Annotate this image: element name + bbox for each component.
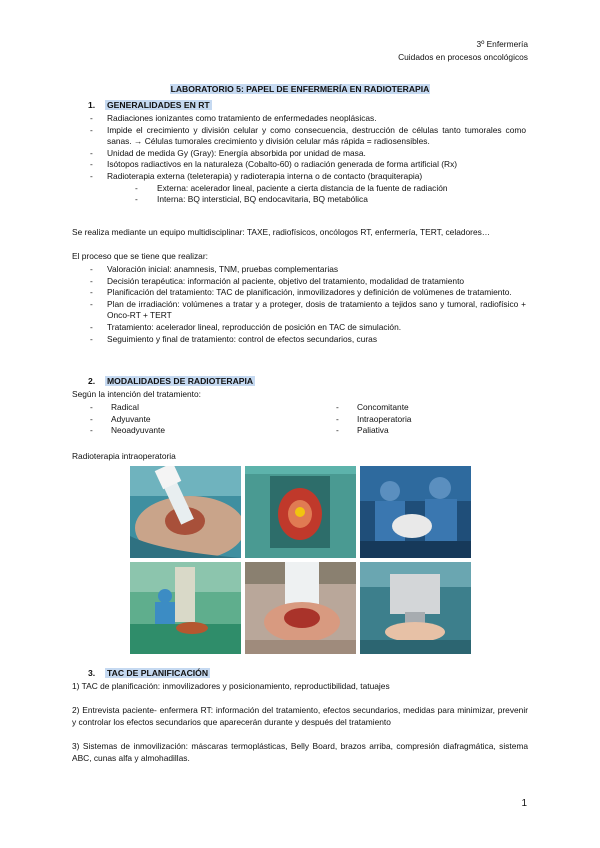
list-item: - Impide el crecimiento y división celular y como consecuencia, destrucción de células tanto tumorales como sanas. → Células tumorales crecimiento y división celular más rápida = radiosensibles. (90, 125, 526, 148)
list-item: - Externa: acelerador lineal, paciente a cierta distancia de la fuente de radiación (135, 183, 526, 195)
intraoperative-photo-grid (130, 466, 470, 656)
section-1-heading: 1. GENERALIDADES EN RT (88, 100, 210, 110)
list-item: - Radioterapia externa (teleterapia) y radioterapia interna o de contacto (braquiterapia) - Externa: acelerador lineal, paciente a cierta distancia de la fuente de radiación - Interna: BQ intersticial, BQ endocavitaria, BQ metabólica (90, 171, 526, 206)
section-3-point-3: 3) Sistemas de inmovilización: máscaras termoplásticas, Belly Board, brazos arriba, compresión diafragmática, sistema ABC, cunas alfa y almohadillas. (72, 741, 528, 763)
section-3-heading: 3. TAC DE PLANIFICACIÓN (88, 668, 209, 678)
sub-list (107, 183, 526, 206)
list-item: - Valoración inicial: anamnesis, TNM, pruebas complementarias (90, 264, 526, 276)
list-item: - Intraoperatoria (336, 414, 411, 426)
list-item: - Planificación del tratamiento: TAC de planificación, inmovilizadores y definición de volúmenes de tratamiento. (90, 287, 526, 299)
list-item: - Unidad de medida Gy (Gray): Energía absorbida por unidad de masa. (90, 148, 526, 160)
list-item: - Plan de irradiación: volúmenes a tratar y a proteger, dosis de tratamiento a tejidos sano y tumoral, radiofísico + Onco-RT + TERT (90, 299, 526, 322)
treatment-intent-intro: Según la intención del tratamiento: (72, 389, 201, 399)
list-item: - Interna: BQ intersticial, BQ endocavitaria, BQ metabólica (135, 194, 526, 206)
section-3-point-2: 2) Entrevista paciente- enfermera RT: información del tratamiento, efectos secundarios, medidas para minimizar, prevenir y controlar los efectos secundarios que aparecerán durante y después del tratamiento (72, 705, 528, 727)
list-item: - Radical (90, 402, 336, 414)
list-item: - Adyuvante (90, 414, 336, 426)
list-item: - Isótopos radiactivos en la naturaleza (Cobalto-60) o radiación generada de forma artificial (Rx) (90, 159, 526, 171)
process-intro: El proceso que se tiene que realizar: (72, 251, 208, 261)
page-header (398, 38, 528, 64)
modalities-left (90, 402, 336, 437)
header-subject: Cuidados en procesos oncológicos (398, 52, 528, 63)
photo-surgical-field (245, 466, 356, 558)
modalities-list (90, 402, 530, 437)
section-2-heading: 2. MODALIDADES DE RADIOTERAPIA (88, 376, 254, 386)
list-item: - Seguimiento y final de tratamiento: control de efectos secundarios, curas (90, 334, 526, 346)
photo-caption: Radioterapia intraoperatoria (72, 451, 176, 461)
list-item: - Concomitante (336, 402, 411, 414)
section-1-bullets (90, 113, 526, 206)
list-item: - Radiaciones ionizantes como tratamiento de enfermedades neoplásicas. (90, 113, 526, 125)
photo-operating-room (360, 466, 471, 558)
document-title: LABORATORIO 5: PAPEL DE ENFERMERÍA EN RADIOTERAPIA (170, 84, 430, 94)
list-item: - Decisión terapéutica: información al paciente, objetivo del tratamiento, modalidad de tratamiento (90, 276, 526, 288)
list-item: - Paliativa (336, 425, 411, 437)
photo-accelerator-positioning (130, 562, 241, 654)
photo-applicator (130, 466, 241, 558)
photo-cone-applicator (245, 562, 356, 654)
team-paragraph: Se realiza mediante un equipo multidisciplinar: TAXE, radiofísicos, oncólogos RT, enfermería, TERT, celadores… (72, 227, 491, 237)
page-number: 1 (521, 798, 527, 809)
list-item: - Neoadyuvante (90, 425, 336, 437)
header-course: 3º Enfermería (476, 39, 528, 49)
section-3-point-1: 1) TAC de planificación: inmovilizadores y posicionamiento, reproductibilidad, tatuajes (72, 681, 390, 691)
modalities-right (336, 402, 411, 437)
list-item: - Tratamiento: acelerador lineal, reproducción de posición en TAC de simulación. (90, 322, 526, 334)
photo-linear-accelerator (360, 562, 471, 654)
process-list (90, 264, 526, 345)
